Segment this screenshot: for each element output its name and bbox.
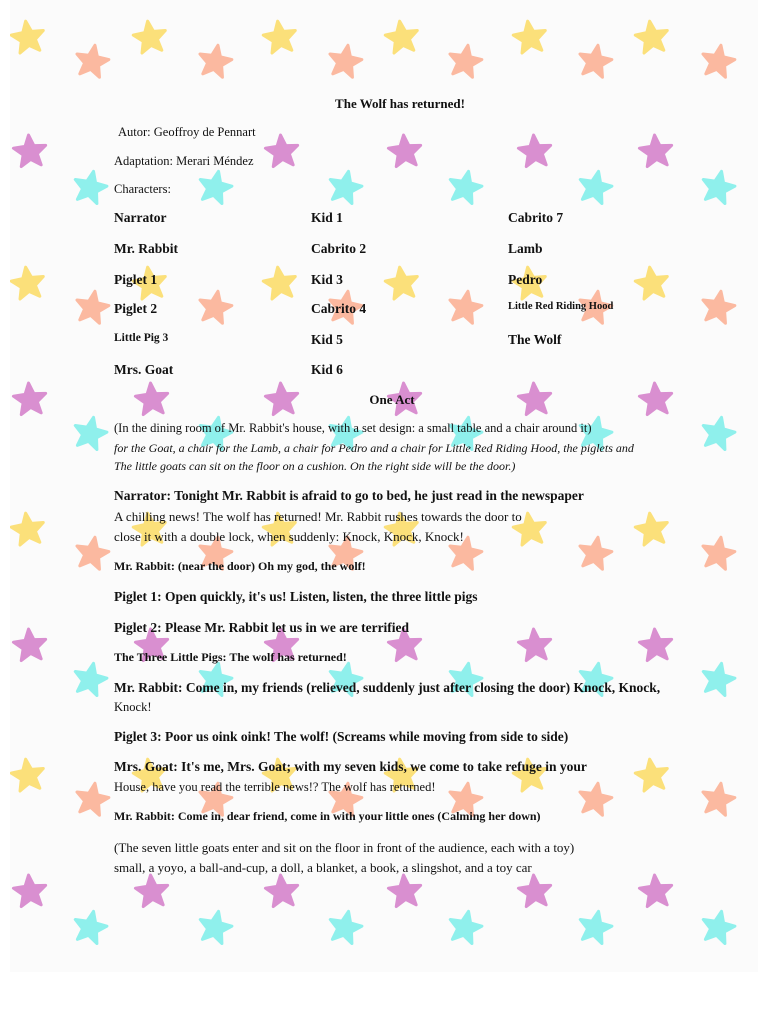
star-icon — [577, 42, 614, 78]
star-icon — [447, 42, 484, 78]
stage-direction-line: (In the dining room of Mr. Rabbit's house, with a set design: a small table and a chair around it) — [114, 421, 592, 435]
star-icon — [634, 511, 670, 546]
stage-direction-line: The little goats can sit on the floor on a cushion. On the right side will be the door.) — [114, 459, 516, 473]
character-name: Piglet 2 — [114, 301, 158, 316]
character-name: The Wolf — [508, 332, 562, 347]
star-icon — [71, 660, 109, 697]
star-icon — [10, 757, 46, 792]
star-icon — [387, 134, 422, 167]
page-title: The Wolf has returned! — [335, 96, 465, 111]
star-icon — [10, 265, 46, 300]
star-icon — [446, 168, 484, 205]
star-icon — [638, 134, 673, 167]
dialogue-line: small, a yoyo, a ball-and-cup, a doll, a blanket, a book, a slingshot, and a toy car — [114, 860, 532, 875]
dialogue-line: Piglet 2: Please Mr. Rabbit let us in we are terrified — [114, 620, 410, 635]
dialogue-line: (The seven little goats enter and sit on the floor in front of the audience, each with a toy) — [114, 840, 575, 855]
star-icon — [700, 534, 737, 570]
character-name: Kid 5 — [311, 332, 343, 347]
dialogue-line: Mr. Rabbit: Come in, dear friend, come in with your little ones (Calming her down) — [114, 809, 541, 823]
star-icon — [12, 874, 47, 907]
star-icon — [446, 908, 484, 945]
dialogue-line: Mrs. Goat: It's me, Mrs. Goat; with my seven kids, we come to take refuge in your — [114, 759, 587, 774]
dialogue-line: Piglet 1: Open quickly, it's us! Listen, listen, the three little pigs — [114, 589, 478, 604]
star-pattern-background — [10, 0, 758, 972]
star-icon — [700, 42, 737, 78]
star-icon — [326, 908, 364, 945]
star-icon — [634, 265, 670, 300]
star-icon — [326, 168, 364, 205]
star-icon — [12, 134, 47, 167]
adaptation-line: Adaptation: Merari Méndez — [114, 154, 254, 168]
character-name: Kid 3 — [311, 272, 343, 287]
star-icon — [517, 134, 552, 167]
character-name: Kid 6 — [311, 362, 343, 377]
star-icon — [197, 42, 234, 78]
star-icon — [634, 757, 670, 792]
star-icon — [700, 288, 737, 324]
character-name: Piglet 1 — [114, 272, 158, 287]
character-name: Lamb — [508, 241, 543, 256]
dialogue-line: Mr. Rabbit: Come in, my friends (relieved, suddenly just after closing the door) Knock, Knock, — [114, 680, 661, 695]
star-icon — [699, 908, 737, 945]
star-icon — [699, 168, 737, 205]
star-icon — [634, 19, 670, 54]
stage-direction-line: for the Goat, a chair for the Lamb, a chair for Pedro and a chair for Little Red Riding Hood, the piglets and — [114, 441, 634, 455]
dialogue-line: close it with a double lock, when suddenly: Knock, Knock, Knock! — [114, 529, 464, 544]
star-icon — [638, 874, 673, 907]
character-name: Little Pig 3 — [114, 332, 169, 344]
star-icon — [512, 19, 548, 54]
star-icon — [262, 19, 298, 54]
star-icon — [71, 414, 109, 451]
star-icon — [638, 628, 673, 661]
character-name: Narrator — [114, 210, 167, 225]
star-icon — [699, 660, 737, 697]
star-icon — [576, 168, 614, 205]
dialogue-line: The Three Little Pigs: The wolf has returned! — [114, 650, 347, 664]
character-name: Pedro — [508, 272, 543, 287]
star-icon — [10, 19, 46, 54]
star-icon — [262, 265, 298, 300]
star-icon — [74, 288, 111, 324]
star-icon — [577, 780, 614, 816]
star-icon — [517, 874, 552, 907]
star-icon — [74, 42, 111, 78]
star-icon — [196, 908, 234, 945]
star-icon — [700, 780, 737, 816]
character-name: Cabrito 7 — [508, 210, 564, 225]
dialogue-line: Mr. Rabbit: (near the door) Oh my god, the wolf! — [114, 559, 366, 573]
star-icon — [576, 908, 614, 945]
star-icon — [577, 534, 614, 570]
act-heading: One Act — [369, 392, 415, 407]
star-icon — [134, 874, 169, 907]
star-icon — [71, 908, 109, 945]
star-icon — [71, 168, 109, 205]
star-icon — [74, 780, 111, 816]
dialogue-line: A chilling news! The wolf has returned! Mr. Rabbit rushes towards the door to — [114, 509, 522, 524]
star-icon — [12, 628, 47, 661]
dialogue-line: Narrator: Tonight Mr. Rabbit is afraid to go to bed, he just read in the newspaper — [114, 488, 584, 503]
author-line: Autor: Geoffroy de Pennart — [118, 125, 256, 139]
star-icon — [74, 534, 111, 570]
star-icon — [384, 19, 420, 54]
document-page — [10, 0, 758, 972]
star-icon — [132, 19, 168, 54]
star-icon — [264, 134, 299, 167]
characters-label: Characters: — [114, 182, 171, 196]
star-icon — [517, 628, 552, 661]
character-name: Cabrito 2 — [311, 241, 367, 256]
star-icon — [384, 265, 420, 300]
star-icon — [196, 168, 234, 205]
character-name: Little Red Riding Hood — [508, 301, 614, 312]
star-icon — [197, 288, 234, 324]
dialogue-line: Knock! — [114, 700, 152, 714]
character-name: Mrs. Goat — [114, 362, 174, 377]
star-icon — [327, 42, 364, 78]
character-name: Kid 1 — [311, 210, 343, 225]
star-icon — [699, 414, 737, 451]
character-name: Cabrito 4 — [311, 301, 367, 316]
dialogue-line: Piglet 3: Poor us oink oink! The wolf! (Screams while moving from side to side) — [114, 729, 569, 744]
star-icon — [264, 874, 299, 907]
star-icon — [387, 874, 422, 907]
dialogue-line: House, have you read the terrible news!? The wolf has returned! — [114, 780, 436, 794]
star-icon — [447, 288, 484, 324]
character-name: Mr. Rabbit — [114, 241, 179, 256]
star-icon — [10, 511, 46, 546]
